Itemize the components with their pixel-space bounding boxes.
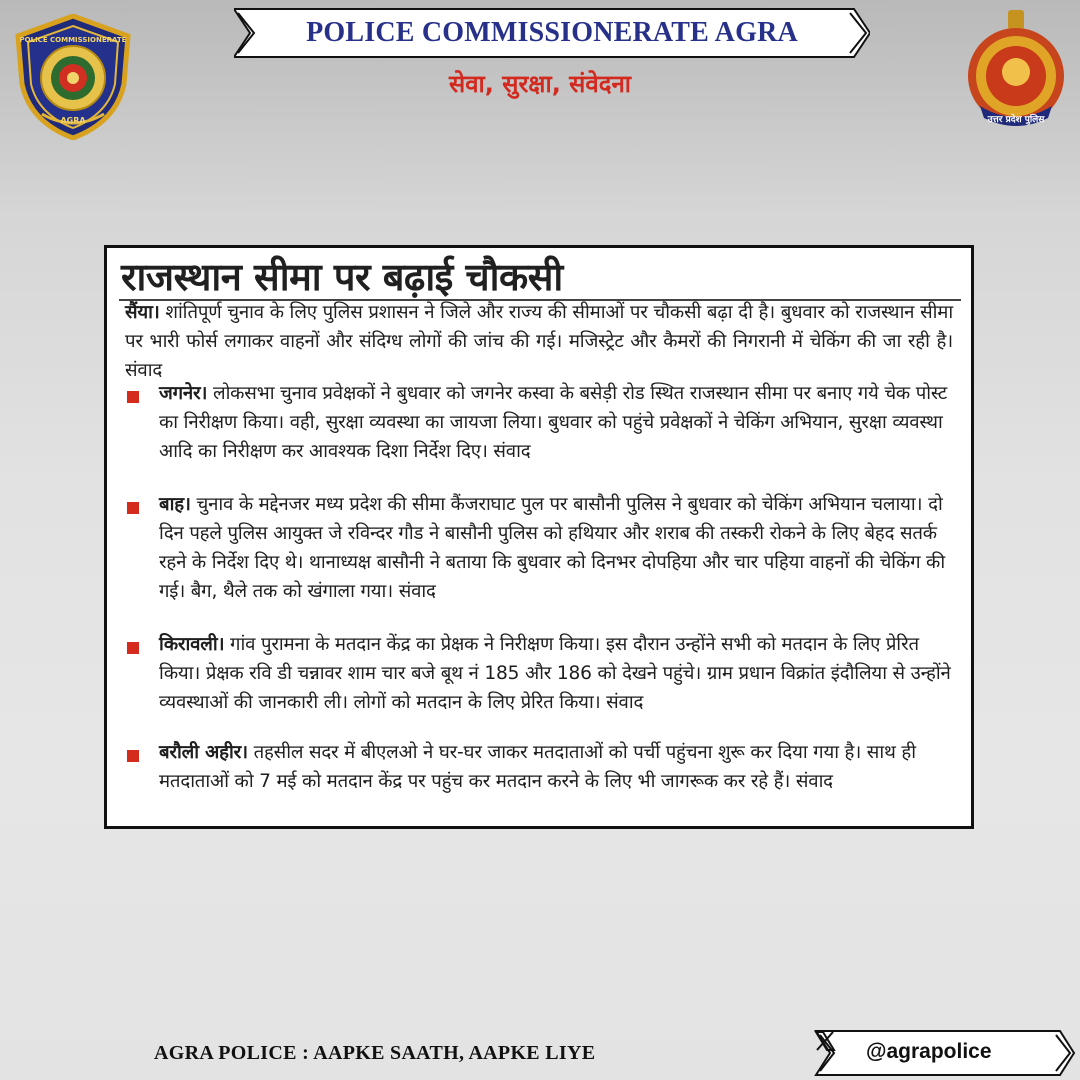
svg-text:POLICE COMMISSIONERATE: POLICE COMMISSIONERATE <box>19 36 127 44</box>
svg-text:उत्तर प्रदेश पुलिस: उत्तर प्रदेश पुलिस <box>987 115 1045 125</box>
intro-lead: सैंया। <box>125 302 160 323</box>
tagline: सेवा, सुरक्षा, संवेदना <box>448 70 632 98</box>
bullet-square <box>127 502 139 514</box>
intro-paragraph <box>125 298 953 385</box>
footer-slogan: AGRA POLICE : AAPKE SAATH, AAPKE LIYE <box>154 1042 596 1064</box>
x-logo-icon <box>814 1030 836 1052</box>
item-text: लोकसभा चुनाव प्रवेक्षकों ने बुधवार को जगनेर कस्वा के बसेड़ी रोड स्थित राजस्थान सीमा पर बनाए गये चेक पोस्ट का निरीक्षण किया। वही, सुरक्षा व्यवस्था का जायजा लिया। बुधवार को पहुंचे प्रवेक्षकों ने चेकिंग अभियान, सुरक्षा व्यवस्था आदि का निरीक्षण कर आवश्यक दिशा निर्देश दिए। संवाद <box>159 383 948 462</box>
item-text: चुनाव के मद्देनजर मध्य प्रदेश की सीमा कैंजराघाट पुल पर बासौनी पुलिस ने बुधवार को चेकिंग अभियान चलाया। दो दिन पहले पुलिस आयुक्त जे रविन्दर गौड ने बासौनी पुलिस को हथियार और शराब की तस्करी रोकने के लिए बेहद सतर्क रहने के निर्देश दिए थे। थानाध्यक्ष बासौनी ने बताया कि बुधवार को दिनभर दोपहिया और चार पहिया वाहनों की चेकिंग की गई। बैग, थैले तक को खंगाला गया। संवाद <box>159 494 945 602</box>
item-lead: बरौली अहीर। <box>159 742 248 763</box>
x-handle: @agrapolice <box>866 1040 992 1063</box>
news-item-jagner <box>159 379 953 466</box>
item-lead: जगनेर। <box>159 383 208 404</box>
item-text: तहसील सदर में बीएलओ ने घर-घर जाकर मतदाताओं को पर्ची पहुंचना शुरू कर दिया गया है। साथ ही मतदाताओं को 7 मई को मतदान केंद्र पर पहुंच कर मतदान करने के लिए भी जागरूक कर रहे हैं। संवाद <box>159 742 916 792</box>
article-headline: राजस्थान सीमा पर बढ़ाई चौकसी <box>121 255 563 299</box>
up-police-emblem-logo <box>958 6 1074 130</box>
page-title: POLICE COMMISSIONERATE AGRA <box>306 17 798 48</box>
news-item-barauli-ahir <box>159 738 953 796</box>
item-lead: बाह। <box>159 494 191 515</box>
news-clipping <box>104 245 974 829</box>
svg-text:AGRA: AGRA <box>60 116 86 125</box>
bullet-square <box>127 642 139 654</box>
item-text: गांव पुरामना के मतदान केंद्र का प्रेक्षक ने निरीक्षण किया। इस दौरान उन्होंने सभी को मतदान के लिए प्रेरित किया। प्रेक्षक रवि डी चन्नावर शाम चार बजे बूथ नं 185 और 186 को देखने पहुंचे। ग्राम प्रधान विक्रांत इंदौलिया से उन्होंने व्यवस्थाओं की जानकारी ली। लोगों को मतदान के लिए प्रेरित किया। संवाद <box>159 634 951 713</box>
title-banner <box>234 8 870 58</box>
bullet-square <box>127 391 139 403</box>
news-item-kirawali <box>159 630 953 717</box>
intro-text: शांतिपूर्ण चुनाव के लिए पुलिस प्रशासन ने जिले और राज्य की सीमाओं पर चौकसी बढ़ा दी है। बुधवार को राजस्थान सीमा पर भारी फोर्स लगाकर वाहनों और संदिग्ध लोगों की जांच की गई। मजिस्ट्रेट और कैमरों की निगरानी में चेकिंग की जा रही है। संवाद <box>125 302 953 381</box>
bullet-square <box>127 750 139 762</box>
news-item-bah <box>159 490 953 606</box>
item-lead: किरावली। <box>159 634 225 655</box>
social-handle-link[interactable] <box>814 1030 1076 1076</box>
